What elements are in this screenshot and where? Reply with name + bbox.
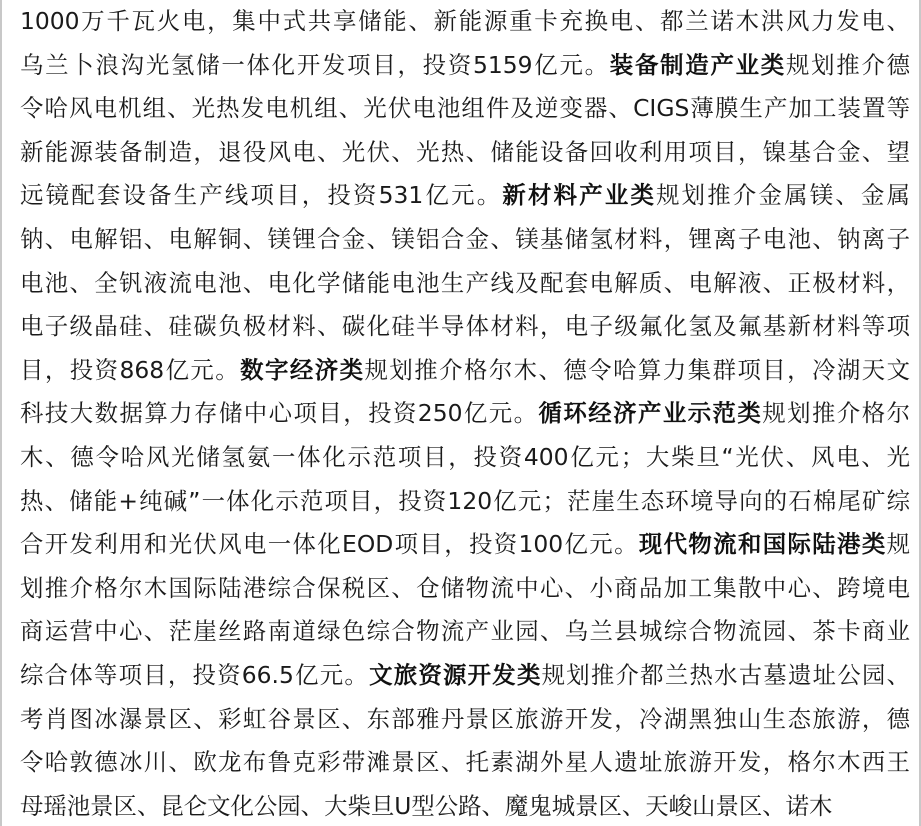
- category-heading: 现代物流和国际陆港类: [638, 530, 887, 559]
- text-line: [20, 480, 910, 524]
- text-line: [20, 131, 910, 175]
- text-line: [20, 654, 910, 698]
- category-heading: 装备制造产业类: [609, 50, 786, 79]
- text-line: [20, 44, 910, 88]
- body-text-run: 综合体等项目，投资66.5亿元。: [20, 660, 370, 689]
- body-text-run: 规: [886, 530, 910, 559]
- text-line: [20, 174, 910, 218]
- category-heading: 文旅资源开发类: [369, 660, 542, 689]
- body-text-run: 目，投资868亿元。: [20, 355, 241, 384]
- body-text-run: 新能源装备制造，退役风电、光伏、光热、储能设备回收利用项目，镍基合金、望: [20, 137, 910, 166]
- body-text-run: 电子级晶硅、硅碳负极材料、碳化硅半导体材料，电子级氟化氢及氟基新材料等项: [20, 312, 910, 341]
- text-line: [20, 392, 910, 436]
- body-text-run: 规划推介德: [785, 50, 910, 79]
- document-body-text: [20, 0, 910, 826]
- body-text-run: 商运营中心、茫崖丝路南道绿色综合物流产业园、乌兰县城综合物流园、茶卡商业: [20, 617, 910, 646]
- text-line: [20, 698, 910, 742]
- body-text-run: 规划推介格尔: [762, 399, 910, 428]
- body-text-run: 考肖图冰瀑景区、彩虹谷景区、东部雅丹景区旅游开发，冷湖黑独山生态旅游，德: [20, 704, 910, 733]
- body-text-run: 母瑶池景区、昆仑文化公园、大柴旦U型公路、魔鬼城景区、天峻山景区、诺木: [20, 791, 833, 820]
- text-line: [20, 567, 910, 611]
- body-text-run: 划推介格尔木国际陆港综合保税区、仓储物流中心、小商品加工集散中心、跨境电: [20, 573, 910, 602]
- text-line: [20, 305, 910, 349]
- body-text-run: 科技大数据算力存储中心项目，投资250亿元。: [20, 399, 539, 428]
- body-text-run: 远镜配套设备生产线项目，投资531亿元。: [20, 181, 503, 210]
- text-line: [20, 262, 910, 306]
- text-line: [20, 436, 910, 480]
- text-line: [20, 610, 910, 654]
- body-text-run: 1000万千瓦火电，集中式共享储能、新能源重卡充换电、都兰诺木洪风力发电、: [20, 7, 910, 35]
- text-line: [20, 349, 910, 393]
- body-text-run: 电池、全钒液流电池、电化学储能电池生产线及配套电解质、电解液、正极材料，: [20, 268, 910, 297]
- category-heading: 新材料产业类: [502, 181, 657, 210]
- body-text-run: 令哈敦德冰川、欧龙布鲁克彩带滩景区、托素湖外星人遗址旅游开发，格尔木西王: [20, 748, 910, 777]
- text-line: [20, 785, 910, 826]
- body-text-run: 钠、电解铝、电解铜、镁锂合金、镁铝合金、镁基储氢材料，锂离子电池、钠离子: [20, 224, 910, 253]
- body-text-run: 规划推介金属镁、金属: [656, 181, 910, 210]
- body-text-run: 规划推介都兰热水古墓遗址公园、: [541, 660, 910, 689]
- text-line: [20, 523, 910, 567]
- category-heading: 数字经济类: [240, 355, 365, 384]
- body-text-run: 热、储能+纯碱”一体化示范项目，投资120亿元；茫崖生态环境导向的石棉尾矿综: [20, 486, 910, 515]
- category-heading: 循环经济产业示范类: [538, 399, 763, 428]
- body-text-run: 令哈风电机组、光热发电机组、光伏电池组件及逆变器、CIGS薄膜生产加工装置等: [20, 94, 910, 123]
- body-text-run: 规划推介格尔木、德令哈算力集群项目，冷湖天文: [364, 355, 910, 384]
- text-line: [20, 87, 910, 131]
- body-text-run: 合开发利用和光伏风电一体化EOD项目，投资100亿元。: [20, 530, 639, 559]
- text-line: [20, 741, 910, 785]
- body-text-run: 木、德令哈风光储氢氨一体化示范项目，投资400亿元；大柴旦“光伏、风电、光: [20, 442, 910, 471]
- body-text-run: 乌兰卜浪沟光氢储一体化开发项目，投资5159亿元。: [20, 50, 610, 79]
- text-line: [20, 218, 910, 262]
- text-line: [20, 0, 910, 44]
